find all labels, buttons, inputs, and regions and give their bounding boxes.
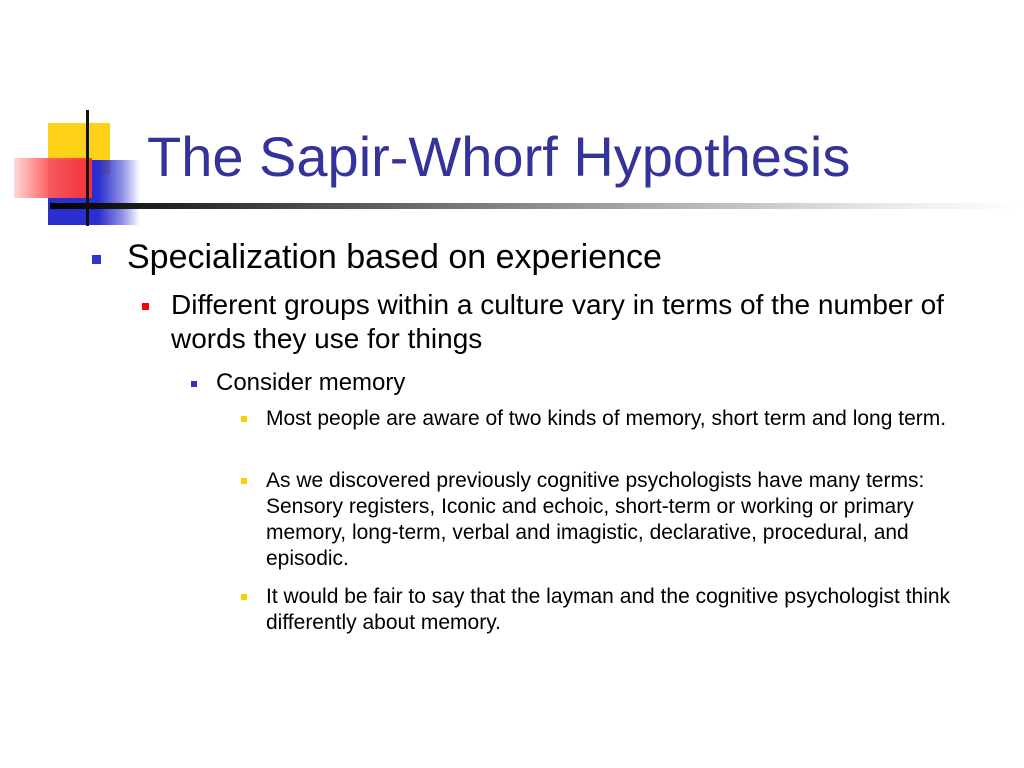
bullet-level3 (216, 368, 976, 397)
bullet-text: Most people are aware of two kinds of memory, short term and long term. (266, 407, 947, 430)
bullet-level4 (266, 468, 966, 572)
bullet-text: Different groups within a culture vary in terms of the number of words they use for things (171, 289, 944, 354)
square-bullet-icon (142, 303, 149, 310)
bullet-text: Consider memory (216, 369, 406, 396)
bullet-text: As we discovered previously cognitive psychologists have many terms: Sensory registers, Iconic and echoic, short-term or working or primary memory, long-term, verbal and imagistic, declarative, procedural, and episodic. (266, 469, 925, 570)
bullet-level4 (266, 406, 966, 432)
square-bullet-icon (241, 594, 247, 600)
bullet-level2 (171, 288, 971, 356)
slide-title: The Sapir-Whorf Hypothesis (147, 125, 851, 188)
square-bullet-icon (92, 255, 101, 264)
bullet-level4 (266, 584, 966, 636)
bullet-level1 (127, 236, 1007, 278)
square-bullet-icon (241, 478, 247, 484)
bullet-text: It would be fair to say that the layman and the cognitive psychologist think differently about memory. (266, 585, 951, 634)
bullet-text: Specialization based on experience (127, 238, 662, 276)
square-bullet-icon (191, 381, 197, 387)
square-bullet-icon (241, 416, 247, 422)
